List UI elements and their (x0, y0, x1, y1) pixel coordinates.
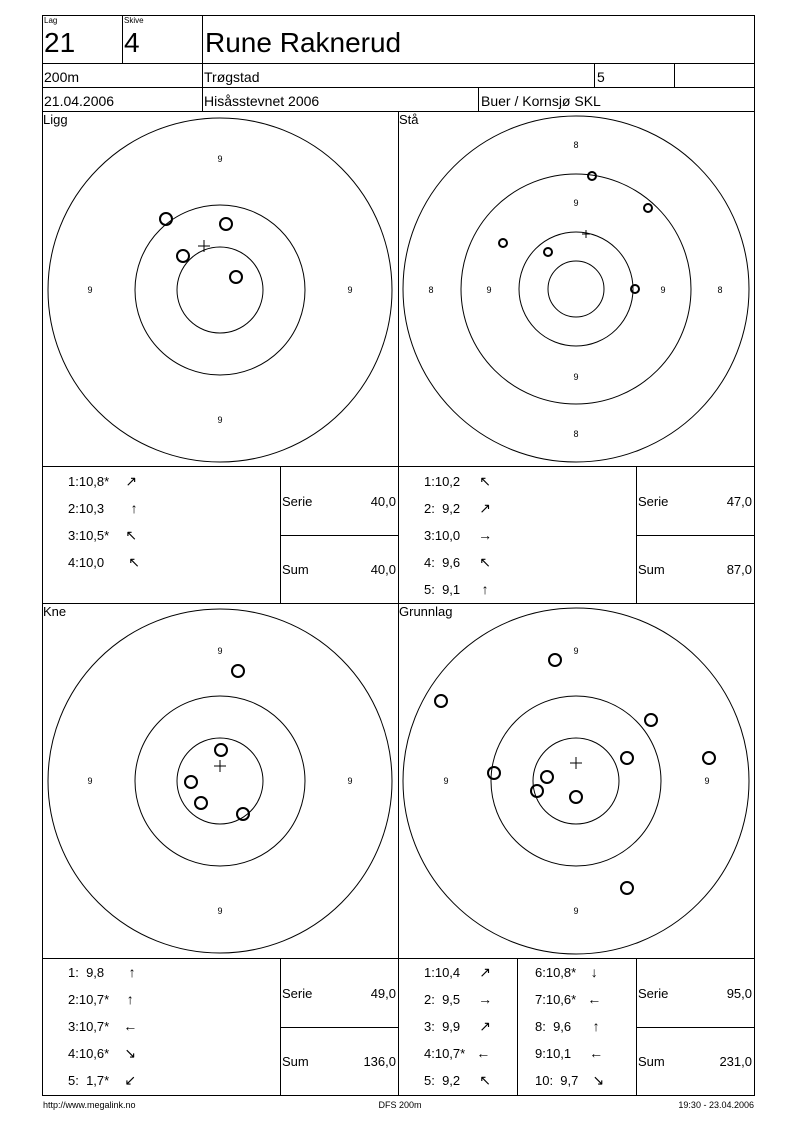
shot-hole (232, 665, 244, 677)
serie-label: Serie (282, 986, 313, 1001)
shot-hole (177, 250, 189, 262)
club: Trøgstad (204, 69, 260, 85)
shot-row (424, 581, 493, 608)
ring-label-inner-bottom: 9 (573, 372, 579, 382)
ring-label-outer-left: 8 (428, 285, 434, 295)
serie-value: 95,0 (726, 986, 752, 1001)
shot-list-ligg (68, 473, 142, 581)
shot-hole (544, 248, 552, 256)
shot-value: 5: 9,1 (424, 582, 461, 597)
shot-list-grunnlag-2 (535, 964, 606, 1099)
footer-timestamp: 19:30 - 23.04.2006 (678, 1100, 754, 1110)
sum-label: Sum (638, 1054, 665, 1069)
direction-arrow-icon: ↑ (130, 500, 138, 516)
shot-row (424, 964, 493, 991)
ring-label-bottom: 9 (573, 906, 579, 916)
shot-hole (645, 714, 657, 726)
direction-arrow-icon: ↖ (479, 1072, 491, 1088)
shot-hole (435, 695, 447, 707)
shot-row (424, 554, 493, 581)
shot-value: 3:10,5* (68, 528, 110, 543)
shot-list-staa (424, 473, 493, 608)
sum-label: Sum (282, 1054, 309, 1069)
shot-hole (541, 771, 553, 783)
date: 21.04.2006 (44, 93, 115, 109)
ring-label-bottom: 9 (217, 415, 223, 425)
shot-value: 8: 9,6 (535, 1019, 572, 1034)
shot-value: 1:10,4 (424, 965, 461, 980)
shot-list-kne (68, 964, 140, 1099)
shot-value: 5: 9,2 (424, 1073, 461, 1088)
direction-arrow-icon: ↑ (126, 991, 134, 1007)
shot-value: 4:10,0 (68, 555, 105, 570)
sum-value: 136,0 (363, 1054, 396, 1069)
shot-value: 4:10,7* (424, 1046, 466, 1061)
shot-value: 3: 9,9 (424, 1019, 461, 1034)
ring-label-left: 9 (87, 776, 93, 786)
direction-arrow-icon: ↙ (124, 1072, 137, 1088)
direction-arrow-icon: ↖ (128, 554, 141, 570)
target-title-kne: Kne (43, 604, 67, 619)
target-title-staa: Stå (399, 112, 419, 127)
shot-row (68, 1045, 140, 1072)
shot-row (68, 1072, 140, 1099)
footer-url[interactable]: http://www.megalink.no (43, 1100, 136, 1110)
direction-arrow-icon: ← (589, 1045, 604, 1061)
shot-row (68, 964, 140, 991)
ring-label-inner-right: 9 (660, 285, 666, 295)
direction-arrow-icon: ← (587, 991, 602, 1007)
target-title-grunnlag: Grunnlag (399, 604, 453, 619)
sum-label: Sum (638, 562, 665, 577)
sum-value: 40,0 (370, 562, 396, 577)
direction-arrow-icon: → (478, 991, 493, 1007)
ring-label-top: 9 (573, 646, 579, 656)
shot-row (424, 527, 493, 554)
footer-program: DFS 200m (378, 1100, 422, 1110)
shot-row (424, 1072, 493, 1099)
shot-value: 1: 9,8 (68, 965, 105, 980)
direction-arrow-icon: ↘ (124, 1045, 137, 1061)
shot-hole (499, 239, 507, 247)
shot-value: 6:10,8* (535, 965, 577, 980)
event-name: Hisåsstevnet 2006 (204, 93, 320, 109)
ring-label-top: 9 (217, 646, 223, 656)
target-title-ligg: Ligg (43, 112, 68, 127)
shot-row (424, 991, 493, 1018)
sum-value: 231,0 (719, 1054, 752, 1069)
shot-value: 2: 9,2 (424, 501, 461, 516)
ring-label-right: 9 (347, 285, 353, 295)
direction-arrow-icon: → (478, 527, 493, 543)
shot-value: 4: 9,6 (424, 555, 461, 570)
ring-label-top: 9 (217, 154, 223, 164)
shot-hole (160, 213, 172, 225)
direction-arrow-icon: ↑ (592, 1018, 600, 1034)
shot-hole (621, 882, 633, 894)
ring-label-outer-top: 8 (573, 140, 579, 150)
serie-value: 47,0 (726, 494, 752, 509)
shot-row (424, 1018, 493, 1045)
serie-value: 40,0 (370, 494, 396, 509)
shot-row (424, 1045, 493, 1072)
lag-label: Lag (44, 16, 58, 25)
shot-value: 7:10,6* (535, 992, 577, 1007)
serie-label: Serie (638, 986, 669, 1001)
ring-label-outer-right: 8 (717, 285, 723, 295)
ring-label-right: 9 (347, 776, 353, 786)
shot-hole (621, 752, 633, 764)
shot-hole (195, 797, 207, 809)
ring-label-inner-top: 9 (573, 198, 579, 208)
shot-value: 9:10,1 (535, 1046, 572, 1061)
shot-hole (531, 785, 543, 797)
direction-arrow-icon: ↗ (479, 500, 491, 516)
shot-value: 5: 1,7* (68, 1073, 110, 1088)
direction-arrow-icon: ↑ (481, 581, 489, 597)
shot-value: 4:10,6* (68, 1046, 110, 1061)
direction-arrow-icon: ↖ (125, 527, 138, 543)
direction-arrow-icon: ↘ (592, 1072, 605, 1088)
shot-hole (488, 767, 500, 779)
direction-arrow-icon: ← (476, 1045, 491, 1061)
shot-hole (185, 776, 197, 788)
shot-hole (549, 654, 561, 666)
direction-arrow-icon: ↖ (479, 473, 492, 489)
shot-value: 2: 9,5 (424, 992, 461, 1007)
shot-row (68, 473, 142, 500)
class: 5 (597, 69, 605, 85)
ring-label-right: 9 (704, 776, 710, 786)
shot-hole (703, 752, 715, 764)
direction-arrow-icon: ↖ (479, 554, 491, 570)
lag-number: 21 (44, 27, 76, 58)
skive-number: 4 (124, 27, 140, 58)
ring-label-bottom: 9 (217, 906, 223, 916)
shot-value: 10: 9,7 (535, 1073, 579, 1088)
shot-row (535, 1018, 606, 1045)
target-grunnlag (399, 604, 754, 958)
shot-value: 1:10,2 (424, 474, 461, 489)
target-staa (399, 112, 754, 466)
direction-arrow-icon: ↗ (479, 1018, 491, 1034)
shot-hole (631, 285, 639, 293)
shot-hole (570, 791, 582, 803)
shot-hole (230, 271, 242, 283)
direction-arrow-icon: ↗ (125, 473, 138, 489)
ring-label-inner-left: 9 (486, 285, 492, 295)
ring-label-left: 9 (443, 776, 449, 786)
shot-row (68, 527, 142, 554)
shot-list-grunnlag-1 (424, 964, 493, 1099)
direction-arrow-icon: ← (123, 1018, 138, 1034)
shot-value: 1:10,8* (68, 474, 110, 489)
shot-row (535, 1045, 606, 1072)
shot-value: 2:10,3 (68, 501, 105, 516)
shooter-name: Rune Raknerud (205, 27, 402, 58)
shot-row (535, 991, 606, 1018)
target-kne (43, 604, 398, 958)
shot-row (424, 500, 493, 527)
shot-row (68, 1018, 140, 1045)
shot-row (424, 473, 493, 500)
shot-row (68, 554, 142, 581)
target-ligg (43, 112, 398, 466)
serie-label: Serie (282, 494, 313, 509)
direction-arrow-icon: ↓ (590, 964, 598, 980)
shot-hole (215, 744, 227, 756)
serie-value: 49,0 (370, 986, 396, 1001)
shot-row (535, 964, 606, 991)
ring-label-outer-bottom: 8 (573, 429, 579, 439)
direction-arrow-icon: ↑ (128, 964, 136, 980)
sum-label: Sum (282, 562, 309, 577)
serie-label: Serie (638, 494, 669, 509)
shot-value: 3:10,0 (424, 528, 461, 543)
shot-row (68, 500, 142, 527)
shot-value: 3:10,7* (68, 1019, 110, 1034)
shot-value: 2:10,7* (68, 992, 110, 1007)
ring-label-left: 9 (87, 285, 93, 295)
distance: 200m (44, 69, 80, 85)
shot-hole (644, 204, 652, 212)
shot-hole (220, 218, 232, 230)
shot-row (68, 991, 140, 1018)
shot-row (535, 1072, 606, 1099)
direction-arrow-icon: ↗ (479, 964, 492, 980)
location: Buer / Kornsjø SKL (481, 93, 601, 109)
skive-label: Skive (124, 16, 144, 25)
sum-value: 87,0 (726, 562, 752, 577)
